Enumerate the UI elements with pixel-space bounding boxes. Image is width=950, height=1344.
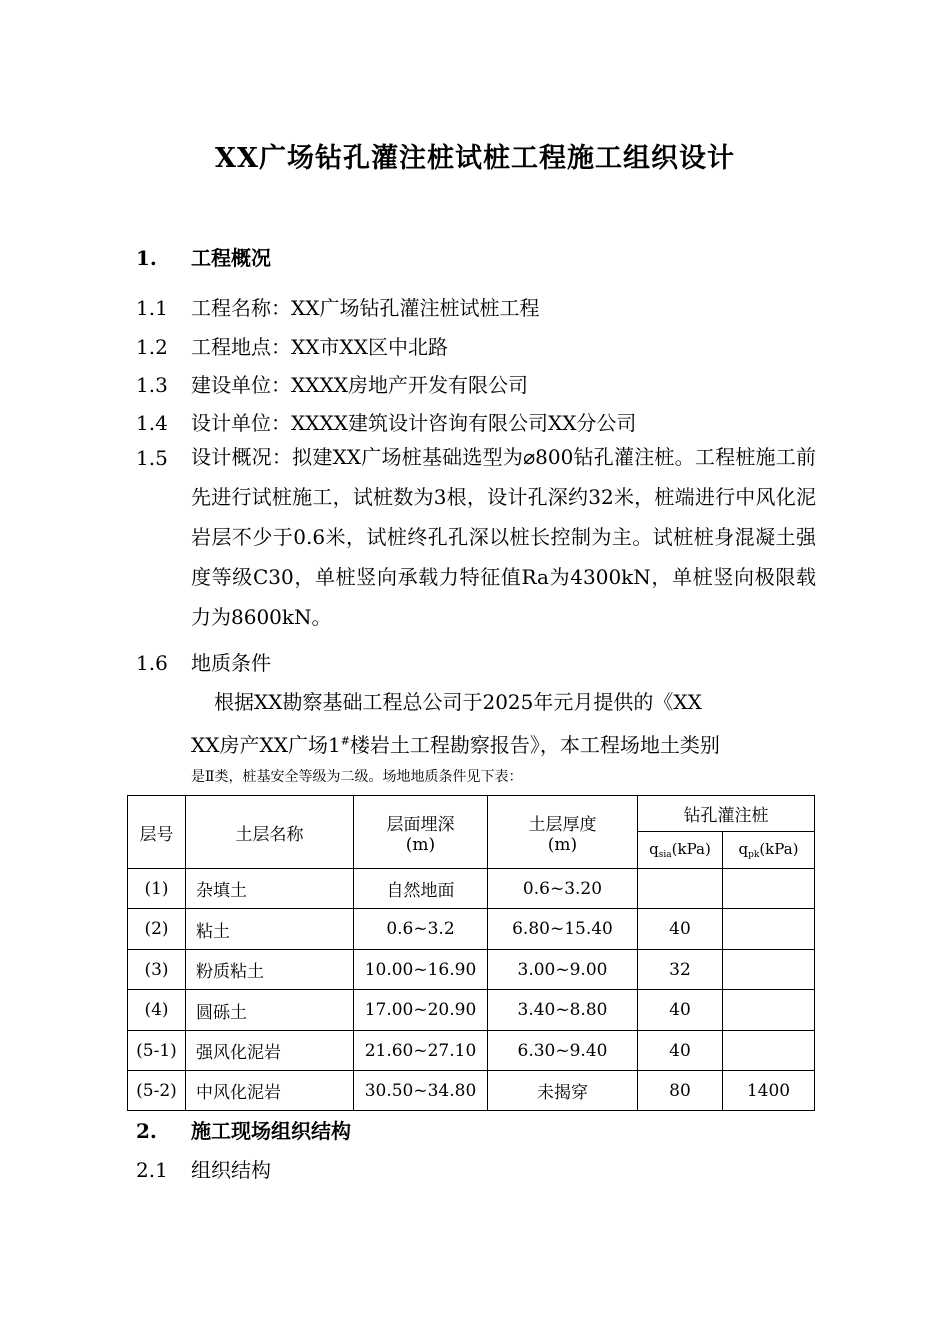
table-row [128, 869, 815, 909]
header-bored-pile: 钻孔灌注桩 [638, 796, 815, 832]
item-number: 1.1 [136, 296, 168, 320]
header-thickness-unit: (m) [547, 834, 578, 855]
cell-thickness: 未揭穿 [488, 1071, 638, 1111]
item-number: 2.1 [136, 1158, 168, 1182]
item-label: 组织结构 [191, 1158, 271, 1182]
table-row [128, 909, 815, 950]
cell-layer-no: (2) [128, 909, 186, 950]
item-2-1 [136, 1154, 271, 1183]
cell-depth: 17.00~20.90 [354, 990, 488, 1031]
cell-layer-name: 强风化泥岩 [186, 1031, 354, 1071]
cell-qsia: 40 [638, 909, 723, 950]
table-row [128, 1071, 815, 1111]
cell-depth: 30.50~34.80 [354, 1071, 488, 1111]
header-depth-unit: (m) [405, 834, 436, 855]
geology-text-line-2 [191, 729, 720, 758]
cell-qsia [638, 869, 723, 909]
item-number: 1.2 [136, 335, 168, 359]
section-number: 1. [136, 246, 157, 270]
item-number: 1.3 [136, 373, 168, 397]
header-thickness [488, 796, 638, 869]
cell-qpk [723, 990, 815, 1031]
cell-qpk [723, 869, 815, 909]
cell-layer-name: 圆砾土 [186, 990, 354, 1031]
cell-layer-no: (4) [128, 990, 186, 1031]
cell-layer-name: 中风化泥岩 [186, 1071, 354, 1111]
geology-text-post: 楼岩土工程勘察报告》，本工程场地土类别 [349, 733, 720, 757]
section-label: 施工现场组织结构 [191, 1119, 351, 1143]
cell-depth: 0.6~3.2 [354, 909, 488, 950]
geology-text-line-1: 根据XX勘察基础工程总公司于2025年元月提供的《XX [214, 690, 702, 714]
header-thickness-label: 土层厚度 [528, 814, 597, 835]
header-depth-label: 层面埋深 [386, 814, 455, 835]
section-1-heading [136, 242, 271, 271]
document-title: XX广场钻孔灌注桩试桩工程施工组织设计 [215, 143, 735, 174]
cell-qpk [723, 909, 815, 950]
cell-depth: 10.00~16.90 [354, 950, 488, 990]
geology-text-line-3: 是Ⅱ类，桩基安全等级为二级。场地地质条件见下表： [191, 769, 523, 785]
item-1-6 [136, 647, 271, 676]
cell-depth: 自然地面 [354, 869, 488, 909]
table-row [128, 950, 815, 990]
item-text: 工程名称：XX广场钻孔灌注桩试桩工程 [191, 296, 540, 320]
cell-layer-name: 粘土 [186, 909, 354, 950]
item-1-5-number: 1.5 [136, 446, 168, 470]
cell-layer-name: 杂填土 [186, 869, 354, 909]
section-number: 2. [136, 1119, 157, 1143]
item-1-4 [136, 407, 636, 436]
item-1-2 [136, 331, 448, 360]
header-depth [354, 796, 488, 869]
cell-thickness: 6.80~15.40 [488, 909, 638, 950]
table-row [128, 1031, 815, 1071]
cell-qsia: 40 [638, 1031, 723, 1071]
item-label: 地质条件 [191, 651, 271, 675]
header-layer-no: 层号 [128, 796, 186, 869]
cell-qsia: 32 [638, 950, 723, 990]
cell-layer-no: (1) [128, 869, 186, 909]
header-qpk: $q_{pk}(kPa)$ [723, 832, 815, 869]
header-layer-name: 土层名称 [186, 796, 354, 869]
cell-qsia: 40 [638, 990, 723, 1031]
item-text: 设计单位：XXXX建筑设计咨询有限公司XX分公司 [191, 411, 637, 435]
item-1-5-text: 设计概况：拟建XX广场桩基础选型为⌀800钻孔灌注桩。工程桩施工前先进行试桩施工，试桩数为3根，设计孔深约32米，桩端进行中风化泥岩层不少于0.6米，试桩终孔孔深以桩长控制为主。试桩桩身混凝土强度等级C30，单桩竖向承载力特征值Ra为4300kN，单桩竖向极限载力为8600kN。 [191, 445, 816, 629]
soil-layer-table [127, 795, 815, 1111]
item-text: 工程地点：XX市XX区中北路 [191, 335, 448, 359]
cell-qpk [723, 1031, 815, 1071]
cell-layer-no: (5-1) [128, 1031, 186, 1071]
section-2-heading [136, 1115, 351, 1144]
geology-text-superscript: # [340, 734, 350, 748]
item-1-1 [136, 292, 539, 321]
cell-depth: 21.60~27.10 [354, 1031, 488, 1071]
cell-qpk [723, 950, 815, 990]
cell-layer-name: 粉质粘土 [186, 950, 354, 990]
item-1-3 [136, 369, 528, 398]
geology-text-pre: XX房产XX广场1 [191, 733, 341, 757]
item-text: 建设单位：XXXX房地产开发有限公司 [191, 373, 528, 397]
cell-thickness: 6.30~9.40 [488, 1031, 638, 1071]
item-number: 1.4 [136, 411, 168, 435]
cell-layer-no: (3) [128, 950, 186, 990]
section-label: 工程概况 [191, 246, 271, 270]
cell-layer-no: (5-2) [128, 1071, 186, 1111]
cell-thickness: 0.6~3.20 [488, 869, 638, 909]
cell-qsia: 80 [638, 1071, 723, 1111]
item-number: 1.6 [136, 651, 168, 675]
header-qsia: $q_{sia}(kPa)$ [638, 832, 723, 869]
table-row [128, 990, 815, 1031]
cell-qpk: 1400 [723, 1071, 815, 1111]
cell-thickness: 3.40~8.80 [488, 990, 638, 1031]
cell-thickness: 3.00~9.00 [488, 950, 638, 990]
